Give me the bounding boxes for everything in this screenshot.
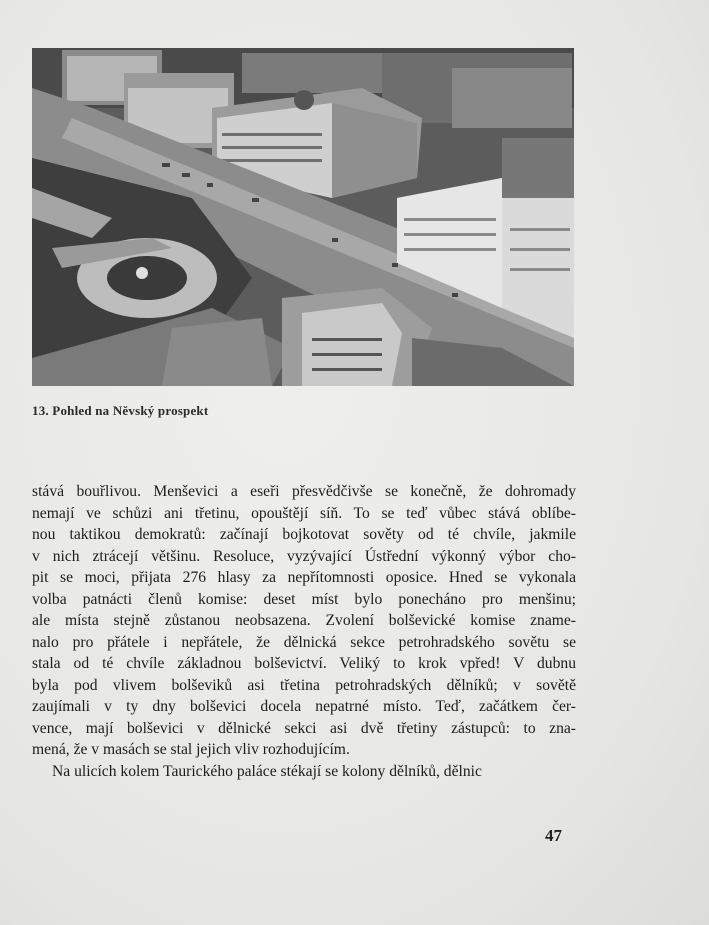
- text-line: mená, že v masách se stal jejich vliv rozhodujícím.: [32, 741, 350, 758]
- text-line: zaujímali v ty dny bolševici docela nepatrné místo. Teď, začátkem čer-: [32, 698, 576, 715]
- text-line: pit se moci, přijata 276 hlasy za nepřítomnosti oposice. Hned se vykonala: [32, 569, 576, 586]
- figure-caption: 13. Pohled na Něvský prospekt: [32, 403, 209, 418]
- text-line: nalo pro přátele i nepřátele, že dělnická sekce petrohradského sovětu se: [32, 633, 576, 651]
- body-paragraph: [32, 481, 576, 782]
- aerial-photo-drawing: [32, 48, 574, 386]
- text-line: v nich ztrácejí většinu. Resoluce, vyzývající Ústřední výkonný výbor cho-: [32, 547, 576, 565]
- text-line: ale místa stejně zůstanou neobsazena. Zvolení bolševické komise zname-: [32, 612, 576, 629]
- text-line: byla pod vlivem bolševiků asi třetina petrohradských dělníků; v sovětě: [32, 676, 576, 694]
- text-line: nou taktikou demokratů: začínají bojkotovat sověty od té chvíle, jakmile: [32, 526, 576, 543]
- text-line: nemají ve schůzi ani třetinu, opouštějí síň. To se teď vůbec stává oblíbe-: [32, 504, 576, 522]
- page-number: 47: [545, 826, 562, 845]
- text-line: volba patnácti členů komise: deset míst bylo ponecháno pro menšinu;: [32, 590, 576, 608]
- text-line: stala od té chvíle základnou bolševictví. Veliký to krok vpřed! V dubnu: [32, 655, 576, 672]
- aerial-photo: [32, 48, 574, 386]
- text-line: vence, mají bolševici v dělnické sekci asi dvě třetiny zástupců: to zna-: [32, 719, 576, 737]
- text-line: stává bouřlivou. Menševici a eseři přesvědčivše se konečně, že dohromady: [32, 483, 576, 500]
- text-line: Na ulicích kolem Taurického paláce stékají se kolony dělníků, dělnic: [52, 762, 482, 780]
